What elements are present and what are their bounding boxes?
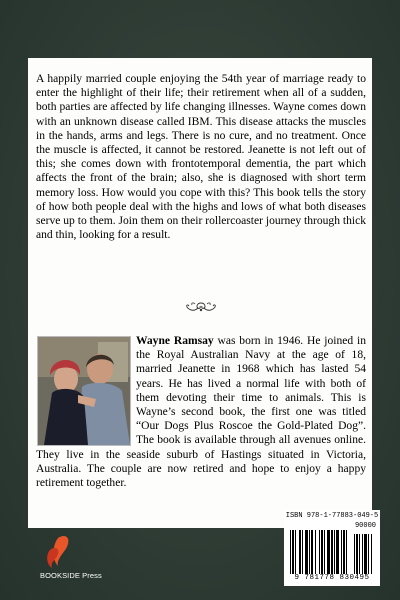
ornament-divider	[184, 300, 218, 314]
barcode	[284, 510, 380, 586]
barcode-bars	[290, 530, 374, 574]
blurb-text: A happily married couple enjoying the 54th year of marriage ready to enter the highlight of their life; their retirement when all of a sudden, both parties are affected by life changing illnesses. Wayne comes down with an unknown disease called IBM. This disease attacks the muscles in the hands, arms and legs. There is no cure, and no treatment. Once the muscle is affected, it cannot be restored. Jeanette is not left out of this; she comes down with frontotemporal dementia, the part which affects the front of the brain; also, she is diagnosed with short term memory loss. How would you cope with this? This book tells the story of how both people deal with the highs and lows of what both diseases serve up to them. Join them on their rollercoaster journey through thick and thin, looking for a result.	[36, 73, 366, 242]
publisher-name: BOOKSIDE Press	[40, 571, 102, 580]
author-bio-text: was born in 1946. He joined in the Royal Australian Navy at the age of 18, married Jeanette in 1968 which has lasted 54 years. He has lived a normal life with both of them devoting their time to animals. This is Wayne’s second book, the first one was titled “Our Dogs Plus Roscoe the Gold-Plated Dog”. The book is available through all avenues online. They live in the seaside suburb of Hastings situated in Victoria, Australia. The couple are now retired and hope to enjoy a happy retirement together.	[36, 335, 366, 490]
author-name: Wayne Ramsay	[136, 335, 214, 347]
author-bio	[36, 334, 366, 490]
photo-spacer	[36, 334, 132, 442]
ean-number: 9 781778 830495	[294, 574, 370, 582]
price-addon: 90000	[354, 522, 376, 530]
isbn-text: ISBN 978-1-77883-049-5	[285, 512, 379, 520]
